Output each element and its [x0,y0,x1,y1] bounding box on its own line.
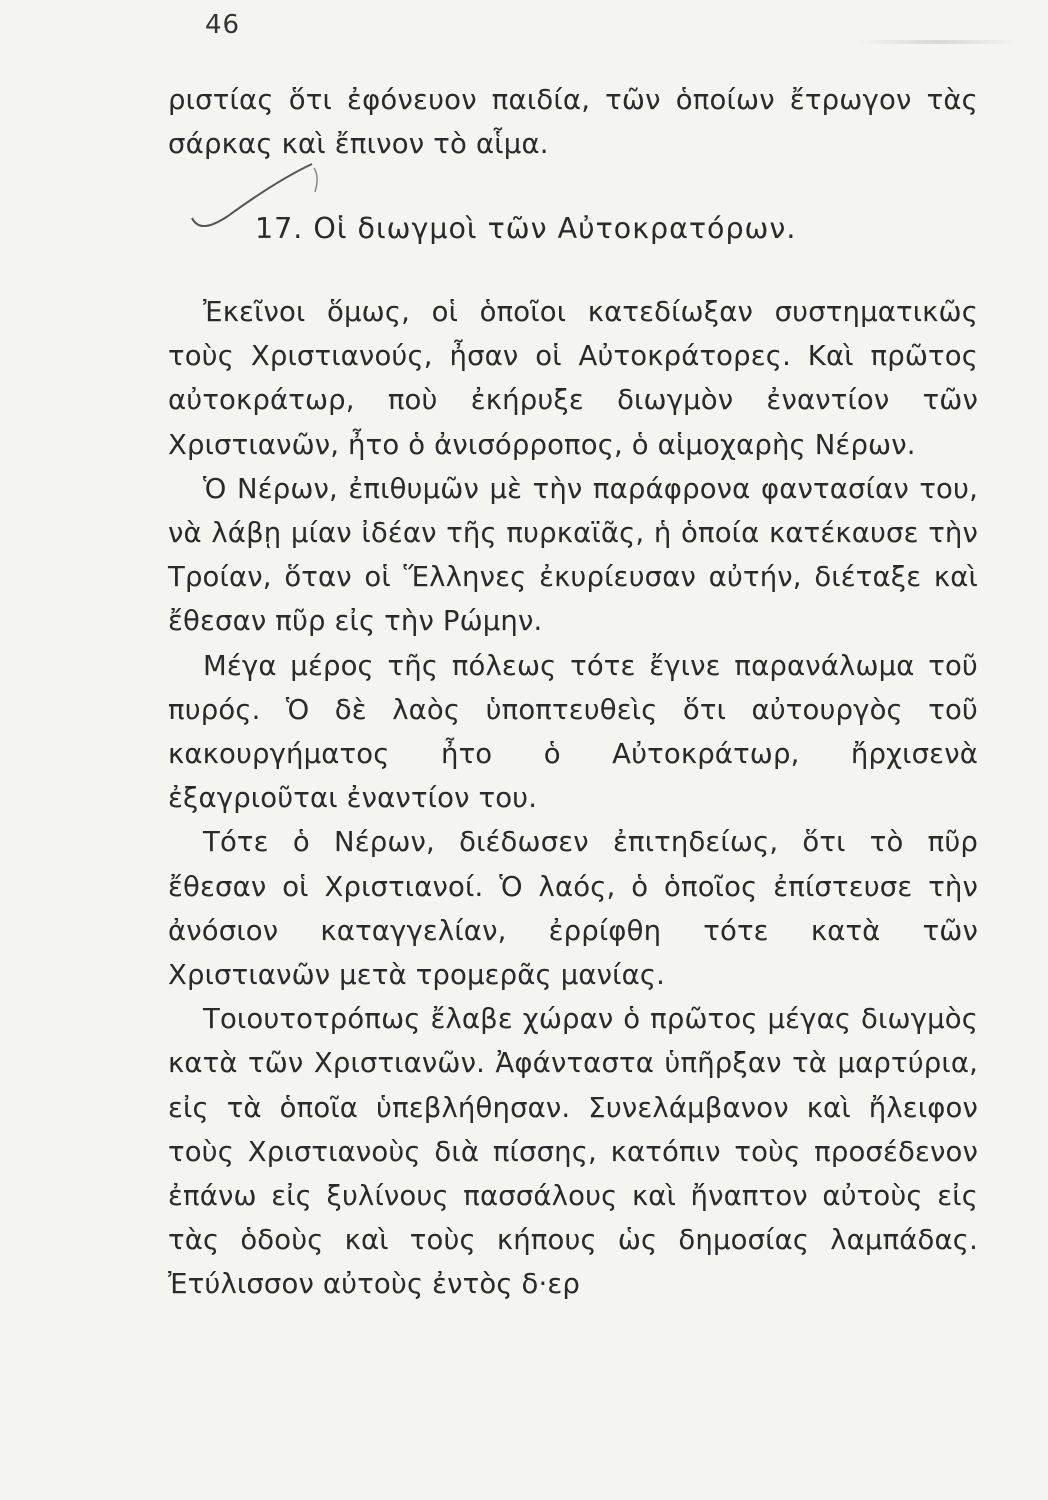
scan-shadow-mark [858,40,1018,44]
section-heading: 17. Οἱ διωγμοὶ τῶν Αὐτοκρατόρων. [255,212,797,245]
paragraph: Ἐκεῖνοι ὅμως, οἱ ὁποῖοι κατεδίωξαν συστηματικῶς τοὺς Χριστιανούς, ἦσαν οἱ Αὐτοκράτορες. Καὶ πρῶτος αὐτοκράτωρ, ποὺ ἐκήρυξε διωγμὸν ἐναντίον τῶν Χριστιανῶν, ἦτο ὁ ἀνισόρροπος, ὁ αἱμοχαρὴς Νέρων. [168,296,978,461]
paragraph: Μέγα μέρος τῆς πόλεως τότε ἔγινε παρανάλωμα τοῦ πυρός. Ὁ δὲ λαὸς ὑποπτευθεὶς ὅτι αὐτουργὸς τοῦ κακουργήματος ἦτο ὁ Αὐτοκράτωρ, ἤρχισενὰ ἐξαγριοῦται ἐναντίον του. [168,649,978,815]
page-number: 46 [205,10,241,40]
pen-checkmark-icon [190,160,320,260]
body-text [168,290,978,1307]
paragraph: Τότε ὁ Νέρων, διέδωσεν ἐπιτηδείως, ὅτι τὸ πῦρ ἔθεσαν οἱ Χριστιανοί. Ὁ λαός, ὁ ὁποῖος ἐπίστευσε τὴν ἀνόσιον καταγγελίαν, ἐρρίφθη τότε κατὰ τῶν Χριστιανῶν μετὰ τρομερᾶς μανίας. [168,826,978,992]
top-text-block [168,78,978,166]
paragraph: Ὁ Νέρων, ἐπιθυμῶν μὲ τὴν παράφρονα φαντασίαν του, νὰ λάβῃ μίαν ἰδέαν τῆς πυρκαϊᾶς, ἡ ὁποία κατέκαυσε τὴν Τροίαν, ὅταν οἱ Ἕλληνες ἐκυρίευσαν αὐτήν, διέταξε καὶ ἔθεσαν πῦρ εἰς τὴν Ρώμην. [168,472,978,638]
paragraph: Τοιουτοτρόπως ἔλαβε χώραν ὁ πρῶτος μέγας διωγμὸς κατὰ τῶν Χριστιανῶν. Ἀφάνταστα ὑπῆρξαν τὰ μαρτύρια, εἰς τὰ ὁποῖα ὑπεβλήθησαν. Συνελάμβανον καὶ ἤλειφον τοὺς Χριστιανοὺς διὰ πίσσης, κατόπιν τοὺς προσέδενον ἐπάνω εἰς ξυλίνους πασσάλους καὶ ἤναπτον αὐτοὺς εἰς τὰς ὁδοὺς καὶ τοὺς κήπους ὡς δημοσίας λαμπάδας. Ἐτύλισσον αὐτοὺς ἐντὸς δ·ερ [168,1003,978,1301]
top-paragraph: ριστίας ὅτι ἐφόνευον παιδία, τῶν ὁποίων ἔτρωγον τὰς σάρκας καὶ ἔπινον τὸ αἷμα. [168,84,978,161]
